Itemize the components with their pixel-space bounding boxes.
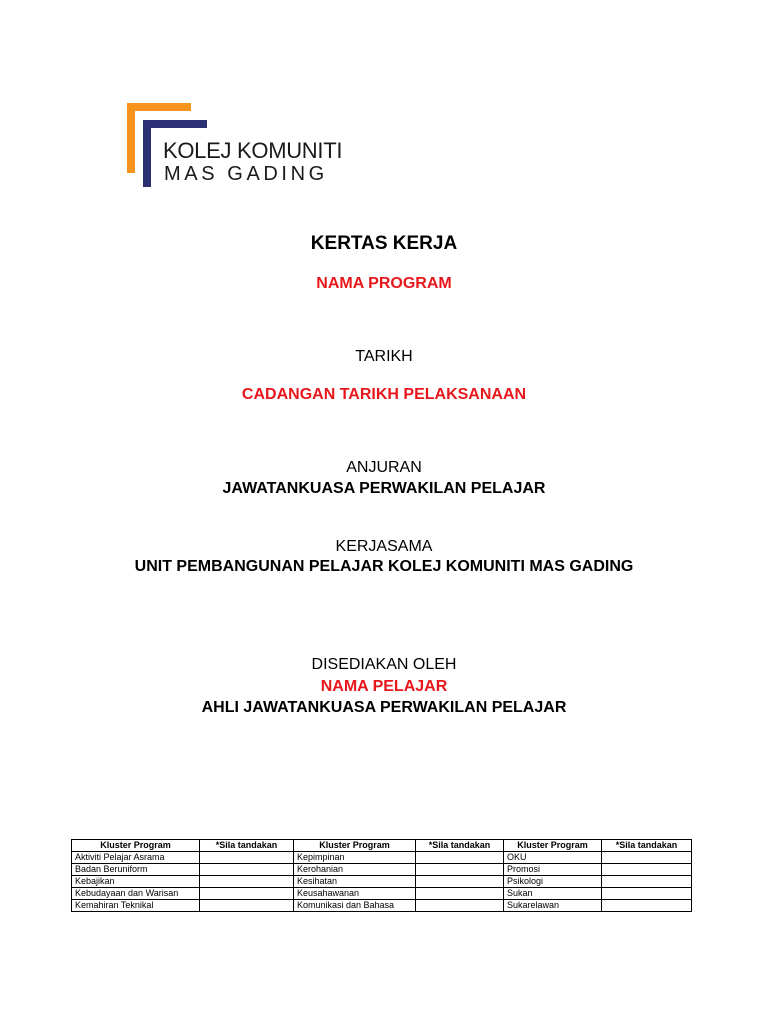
collaboration-value: UNIT PEMBANGUNAN PELAJAR KOLEJ KOMUNITI MAS GADING bbox=[134, 558, 634, 575]
organizer-label: ANJURAN bbox=[346, 459, 422, 476]
date-label: TARIKH bbox=[355, 348, 413, 365]
cluster-cell: Promosi bbox=[504, 864, 602, 876]
mark-cell[interactable] bbox=[602, 900, 692, 912]
mark-cell[interactable] bbox=[602, 888, 692, 900]
table-row bbox=[72, 876, 692, 888]
cluster-cell: Kebudayaan dan Warisan bbox=[72, 888, 200, 900]
mark-cell[interactable] bbox=[416, 888, 504, 900]
cluster-cell: Kerohanian bbox=[294, 864, 416, 876]
table-row bbox=[72, 900, 692, 912]
document-title: KERTAS KERJA bbox=[310, 233, 458, 254]
prepared-by-role: AHLI JAWATANKUASA PERWAKILAN PELAJAR bbox=[201, 699, 567, 716]
logo-text-line1: KOLEJ KOMUNITI bbox=[163, 138, 343, 163]
table-row bbox=[72, 864, 692, 876]
table-header-row bbox=[72, 840, 692, 852]
header-cluster-program-2: Kluster Program bbox=[294, 840, 416, 852]
mark-cell[interactable] bbox=[200, 864, 294, 876]
mark-cell[interactable] bbox=[602, 876, 692, 888]
collaboration-label: KERJASAMA bbox=[335, 538, 433, 555]
table-row bbox=[72, 852, 692, 864]
cluster-cell: Sukarelawan bbox=[504, 900, 602, 912]
cluster-cell: Badan Beruniform bbox=[72, 864, 200, 876]
date-value: CADANGAN TARIKH PELAKSANAAN bbox=[241, 386, 527, 403]
header-cluster-program-1: Kluster Program bbox=[72, 840, 200, 852]
mark-cell[interactable] bbox=[416, 864, 504, 876]
cluster-cell: Komunikasi dan Bahasa bbox=[294, 900, 416, 912]
header-cluster-program-3: Kluster Program bbox=[504, 840, 602, 852]
table-row bbox=[72, 888, 692, 900]
cluster-cell: Kemahiran Teknikal bbox=[72, 900, 200, 912]
mark-cell[interactable] bbox=[200, 852, 294, 864]
prepared-by-label: DISEDIAKAN OLEH bbox=[311, 656, 457, 673]
mark-cell[interactable] bbox=[602, 864, 692, 876]
cluster-cell: Kesihatan bbox=[294, 876, 416, 888]
cluster-cell: Aktiviti Pelajar Asrama bbox=[72, 852, 200, 864]
cluster-cell: OKU bbox=[504, 852, 602, 864]
cluster-cell: Keusahawanan bbox=[294, 888, 416, 900]
cluster-cell: Kebajikan bbox=[72, 876, 200, 888]
organizer-value: JAWATANKUASA PERWAKILAN PELAJAR bbox=[222, 480, 546, 497]
college-logo bbox=[127, 103, 357, 193]
logo-text-line2: MAS GADING bbox=[164, 163, 328, 185]
mark-cell[interactable] bbox=[200, 900, 294, 912]
prepared-by-name: NAMA PELAJAR bbox=[320, 678, 448, 695]
header-please-mark-3: *Sila tandakan bbox=[602, 840, 692, 852]
mark-cell[interactable] bbox=[416, 876, 504, 888]
mark-cell[interactable] bbox=[602, 852, 692, 864]
mark-cell[interactable] bbox=[200, 888, 294, 900]
header-please-mark-2: *Sila tandakan bbox=[416, 840, 504, 852]
cluster-program-table bbox=[71, 839, 692, 912]
mark-cell[interactable] bbox=[200, 876, 294, 888]
header-please-mark-1: *Sila tandakan bbox=[200, 840, 294, 852]
mark-cell[interactable] bbox=[416, 852, 504, 864]
program-name: NAMA PROGRAM bbox=[316, 275, 452, 292]
mark-cell[interactable] bbox=[416, 900, 504, 912]
cluster-cell: Sukan bbox=[504, 888, 602, 900]
cluster-cell: Kepimpinan bbox=[294, 852, 416, 864]
cluster-cell: Psikologi bbox=[504, 876, 602, 888]
